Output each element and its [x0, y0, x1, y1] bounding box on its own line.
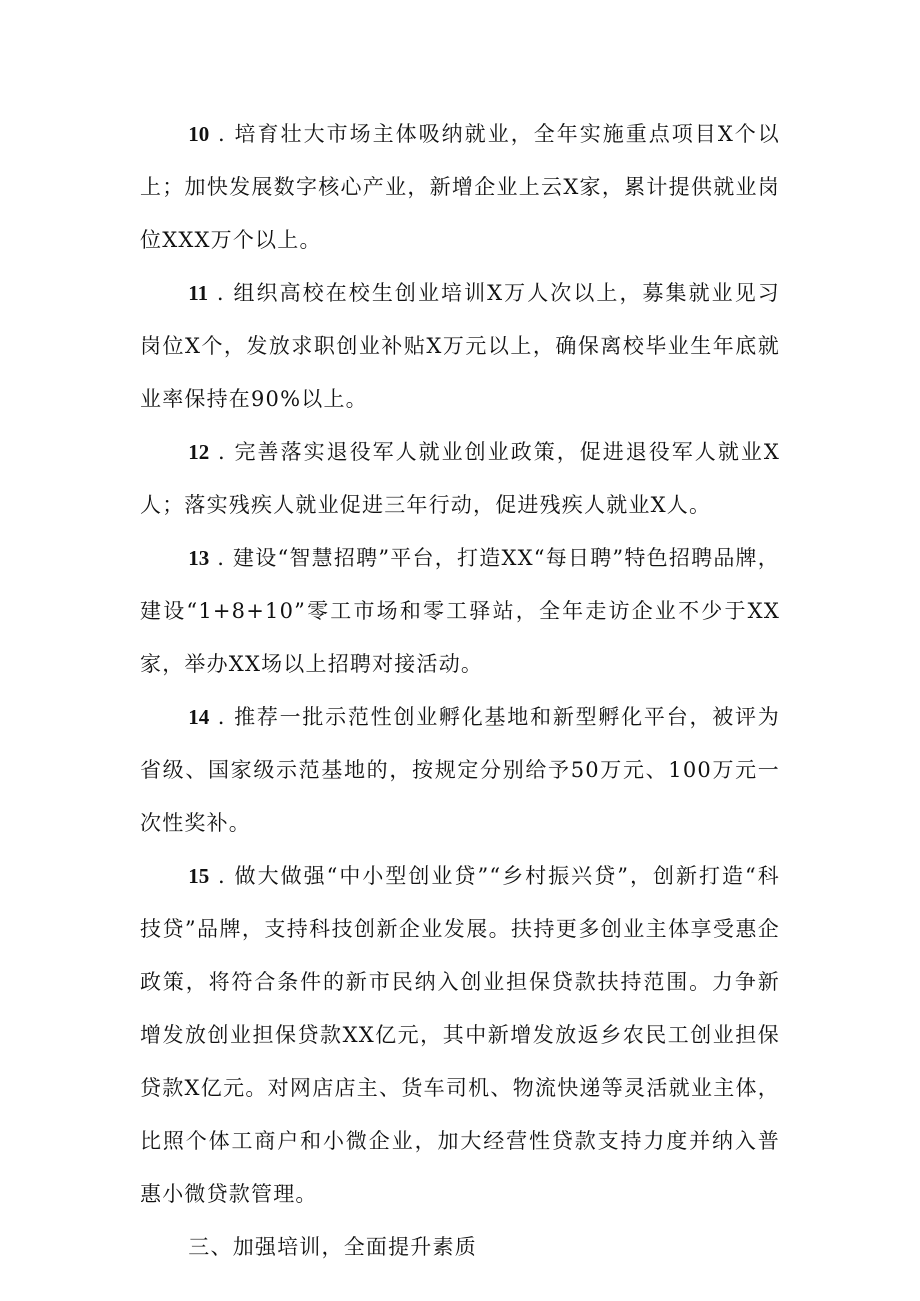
- paragraph-text: . 做大做强“中小型创业贷”“乡村振兴贷”，创新打造“科技贷”品牌，支持科技创新企业发展。扶持更多创业主体享受惠企政策，将符合条件的新市民纳入创业担保贷款扶持范围。力争新增发放创业担保贷款XX亿元，其中新增发放返乡农民工创业担保贷款X亿元。对网店店主、货车司机、物流快递等灵活就业主体，比照个体工商户和小微企业，加大经营性贷款支持力度并纳入普惠小微贷款管理。: [140, 864, 780, 1206]
- paragraph-text: . 推荐一批示范性创业孵化基地和新型孵化平台，被评为省级、国家级示范基地的，按规定分别给予50万元、100万元一次性奖补。: [140, 705, 780, 835]
- paragraph-11: [140, 267, 780, 426]
- item-number: 15: [188, 864, 210, 888]
- paragraph-15: [140, 850, 780, 1221]
- paragraph-text: . 组织高校在校生创业培训X万人次以上，募集就业见习岗位X个，发放求职创业补贴X万元以上，确保离校毕业生年底就业率保持在90%以上。: [140, 281, 780, 411]
- paragraph-10: [140, 108, 780, 267]
- section-heading: 三、加强培训，全面提升素质: [188, 1235, 477, 1259]
- paragraph-text: . 完善落实退役军人就业创业政策，促进退役军人就业X人；落实残疾人就业促进三年行动，促进残疾人就业X人。: [140, 440, 780, 517]
- paragraph-14: [140, 691, 780, 850]
- paragraph-13: [140, 532, 780, 691]
- item-number: 14: [188, 705, 210, 729]
- item-number: 11: [188, 281, 209, 305]
- document-body: [140, 108, 780, 1274]
- item-number: 12: [188, 440, 210, 464]
- paragraph-text: . 建设“智慧招聘”平台，打造XX“每日聘”特色招聘品牌，建设“1+8+10”零工市场和零工驿站，全年走访企业不少于XX家，举办XX场以上招聘对接活动。: [140, 546, 780, 676]
- paragraph-12: [140, 426, 780, 532]
- paragraph-text: . 培育壮大市场主体吸纳就业，全年实施重点项目X个以上；加快发展数字核心产业，新增企业上云X家，累计提供就业岗位XXX万个以上。: [140, 122, 780, 252]
- item-number: 13: [188, 546, 210, 570]
- item-number: 10: [188, 122, 210, 146]
